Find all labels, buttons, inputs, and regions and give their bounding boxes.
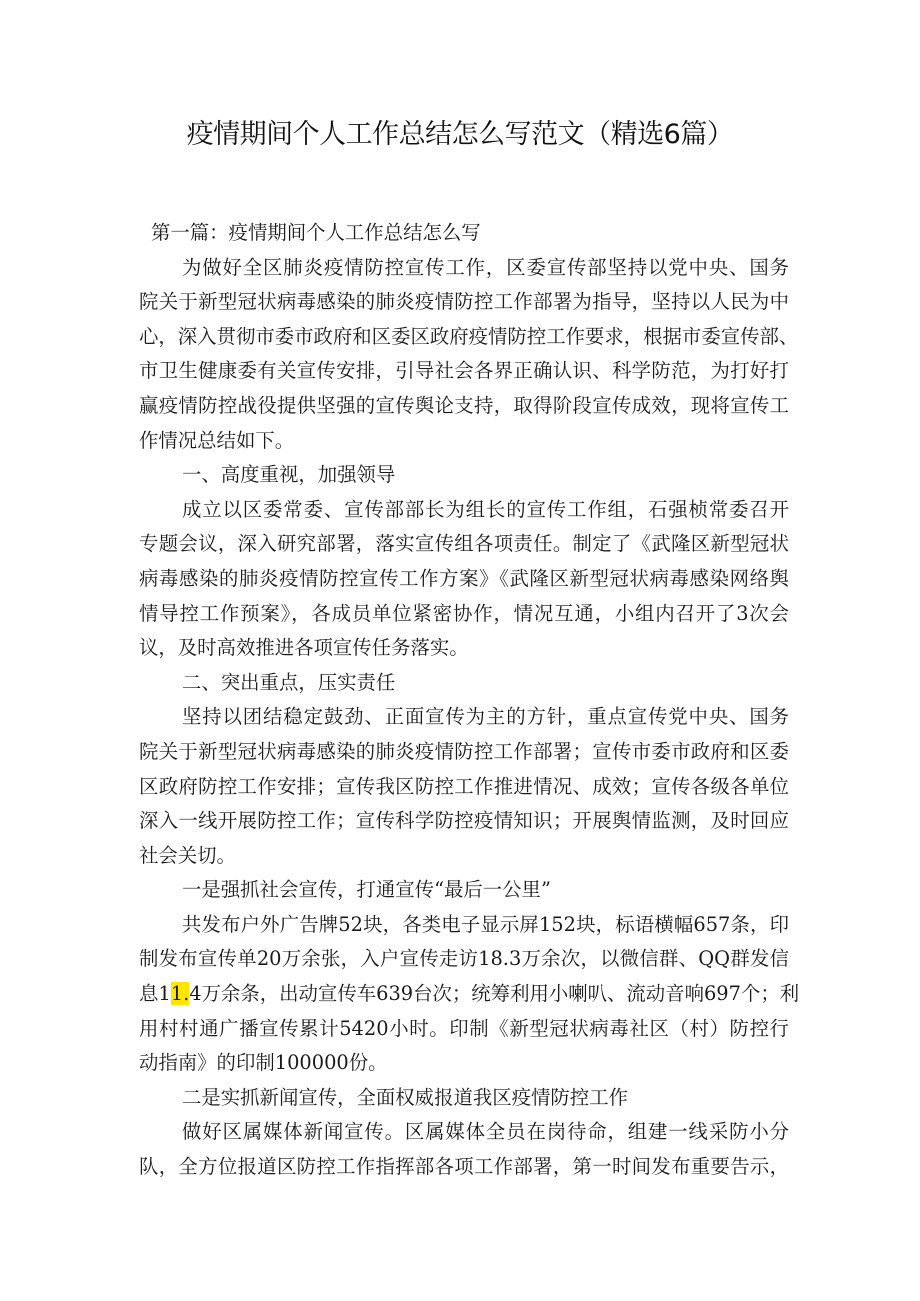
heading-leadership: 一、高度重视，加强领导 bbox=[182, 463, 396, 487]
paragraph-line: 院关于新型冠状病毒感染的肺炎疫情防控工作部署为指导，坚持以人民为中 bbox=[139, 290, 789, 314]
paragraph-line: 做好区属媒体新闻宣传。区属媒体全员在岗待命，组建一线采防小分 bbox=[182, 1120, 789, 1144]
paragraph-line: 作情况总结如下。 bbox=[139, 428, 295, 452]
paragraph-line: 制发布宣传单20万余张，入户宣传走访18.3万余次，以微信群、QQ群发信 bbox=[139, 947, 789, 971]
paragraph-line: 坚持以团结稳定鼓劲、正面宣传为主的方针，重点宣传党中央、国务 bbox=[182, 705, 789, 729]
text-segment: 息1 bbox=[139, 982, 171, 1006]
paragraph-line: 用村村通广播宣传累计5420小时。印制《新型冠状病毒社区（村）防控行 bbox=[139, 1016, 789, 1040]
paragraph-line: 区政府防控工作安排；宣传我区防控工作推进情况、成效；宣传各级各单位 bbox=[139, 774, 789, 798]
paragraph-line: 共发布户外广告牌52块，各类电子显示屏152块，标语横幅657条，印 bbox=[182, 912, 789, 936]
paragraph-line: 议，及时高效推进各项宣传任务落实。 bbox=[139, 636, 469, 660]
paragraph-line: 队，全方位报道区防控工作指挥部各项工作部署，第一时间发布重要告示， bbox=[139, 1155, 789, 1179]
paragraph-news-publicity bbox=[139, 1115, 789, 1184]
paragraph-line: 社会关切。 bbox=[139, 843, 236, 867]
highlighted-text: 1. bbox=[170, 982, 190, 1006]
paragraph-intro bbox=[139, 251, 799, 459]
paragraph-line: 心，深入贯彻市委市政府和区委区政府疫情防控工作要求，根据市委宣传部、 bbox=[139, 324, 799, 348]
paragraph-line: 深入一线开展防控工作；宣传科学防控疫情知识；开展舆情监测，及时回应 bbox=[139, 809, 789, 833]
document-title: 疫情期间个人工作总结怎么写范文（精选6篇） bbox=[186, 119, 734, 150]
paragraph-line: 专题会议，深入研究部署，落实宣传组各项责任。制定了《武隆区新型冠状 bbox=[139, 532, 789, 556]
paragraph-line: 情导控工作预案》，各成员单位紧密协作，情况互通，小组内召开了3次会 bbox=[139, 601, 789, 625]
paragraph-line: 市卫生健康委有关宣传安排，引导社会各界正确认识、科学防范，为打好打 bbox=[139, 359, 789, 383]
section-heading: 第一篇：疫情期间个人工作总结怎么写 bbox=[151, 221, 481, 244]
heading-news-publicity: 二是实抓新闻宣传，全面权威报道我区疫情防控工作 bbox=[182, 1085, 628, 1109]
paragraph-leadership bbox=[139, 493, 789, 666]
document-body bbox=[139, 216, 800, 1185]
paragraph-line: 病毒感染的肺炎疫情防控宣传工作方案》《武隆区新型冠状病毒感染网络舆 bbox=[139, 566, 789, 590]
text-segment: 4万余条，出动宣传车639台次；统筹利用小喇叭、流动音响697个；利 bbox=[189, 982, 800, 1006]
paragraph-line: 成立以区委常委、宣传部部长为组长的宣传工作组，石强桢常委召开 bbox=[182, 497, 789, 521]
paragraph-line: 为做好全区肺炎疫情防控宣传工作，区委宣传部坚持以党中央、国务 bbox=[182, 255, 789, 279]
paragraph-line: 赢疫情防控战役提供坚强的宣传舆论支持，取得阶段宣传成效，现将宣传工 bbox=[139, 393, 789, 417]
paragraph-line-highlighted bbox=[139, 977, 800, 1012]
paragraph-social-publicity bbox=[139, 908, 800, 1081]
heading-focus: 二、突出重点，压实责任 bbox=[182, 670, 396, 694]
paragraph-focus bbox=[139, 700, 789, 873]
paragraph-line: 动指南》的印制100000份。 bbox=[139, 1051, 388, 1075]
paragraph-line: 院关于新型冠状病毒感染的肺炎疫情防控工作部署；宣传市委市政府和区委 bbox=[139, 739, 789, 763]
heading-social-publicity: 一是强抓社会宣传，打通宣传“最后一公里” bbox=[182, 878, 551, 902]
